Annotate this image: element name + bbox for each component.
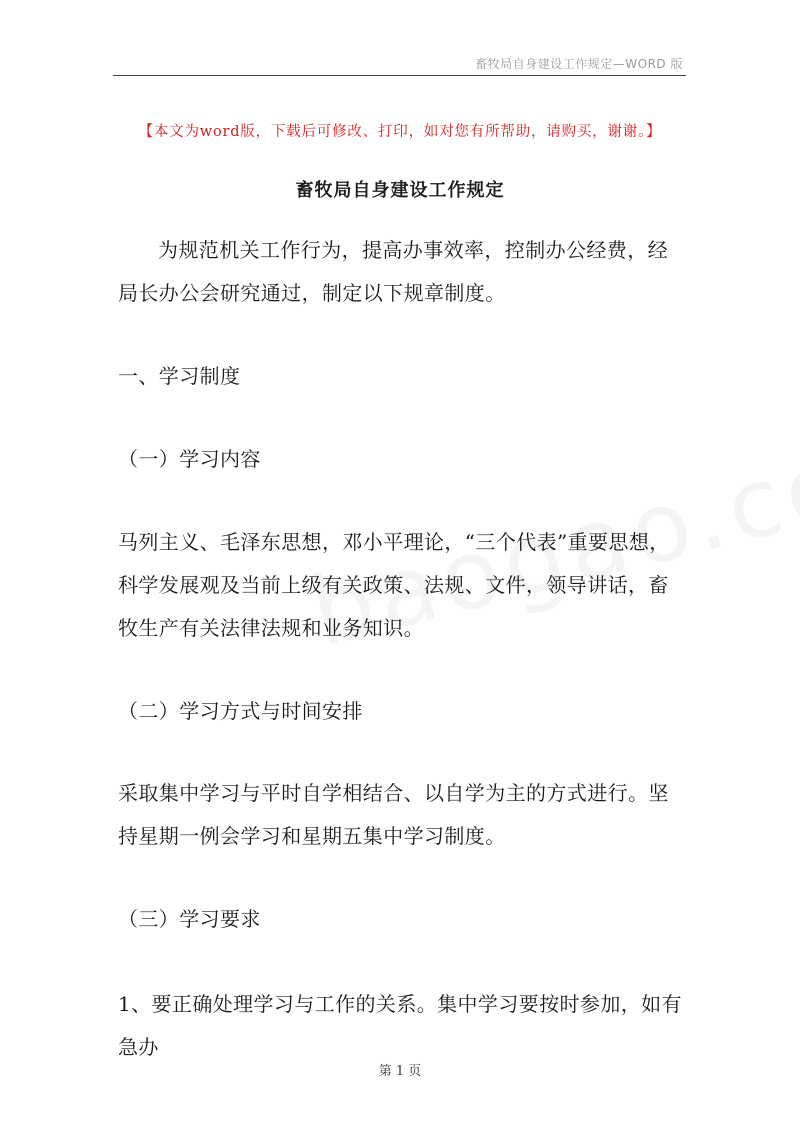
subsection-heading-requirements: （三）学习要求	[118, 907, 261, 931]
section-heading-study-system: 一、学习制度	[118, 364, 241, 388]
document-title: 畜牧局自身建设工作规定	[295, 180, 505, 201]
subsection-heading-method: （二）学习方式与时间安排	[118, 699, 363, 723]
running-header: 畜牧局自身建设工作规定—WORD 版	[475, 57, 683, 71]
intro-paragraph: 为规范机关工作行为，提高办事效率，控制办公经费，经局长办公会研究通过，制定以下规章制度。	[118, 238, 668, 305]
page-number: 第 1 页	[378, 1064, 422, 1079]
requirement-item-1: 1、要正确处理学习与工作的关系。集中学习要按时参加，如有急办	[118, 992, 682, 1059]
method-paragraph: 采取集中学习与平时自学相结合、以自学为主的方式进行。坚持星期一例会学习和星期五集中学习制度。	[118, 781, 669, 848]
content-paragraph: 马列主义、毛泽东思想，邓小平理论，“三个代表”重要思想，科学发展观及当前上级有关政策、法规、文件，领导讲话，畜牧生产有关法律法规和业务知识。	[118, 530, 670, 640]
subsection-heading-content: （一）学习内容	[118, 447, 261, 471]
header-rule	[113, 75, 686, 76]
purchase-notice: 【本文为word版，下载后可修改、打印，如对您有所帮助，请购买，谢谢。】	[138, 124, 662, 140]
